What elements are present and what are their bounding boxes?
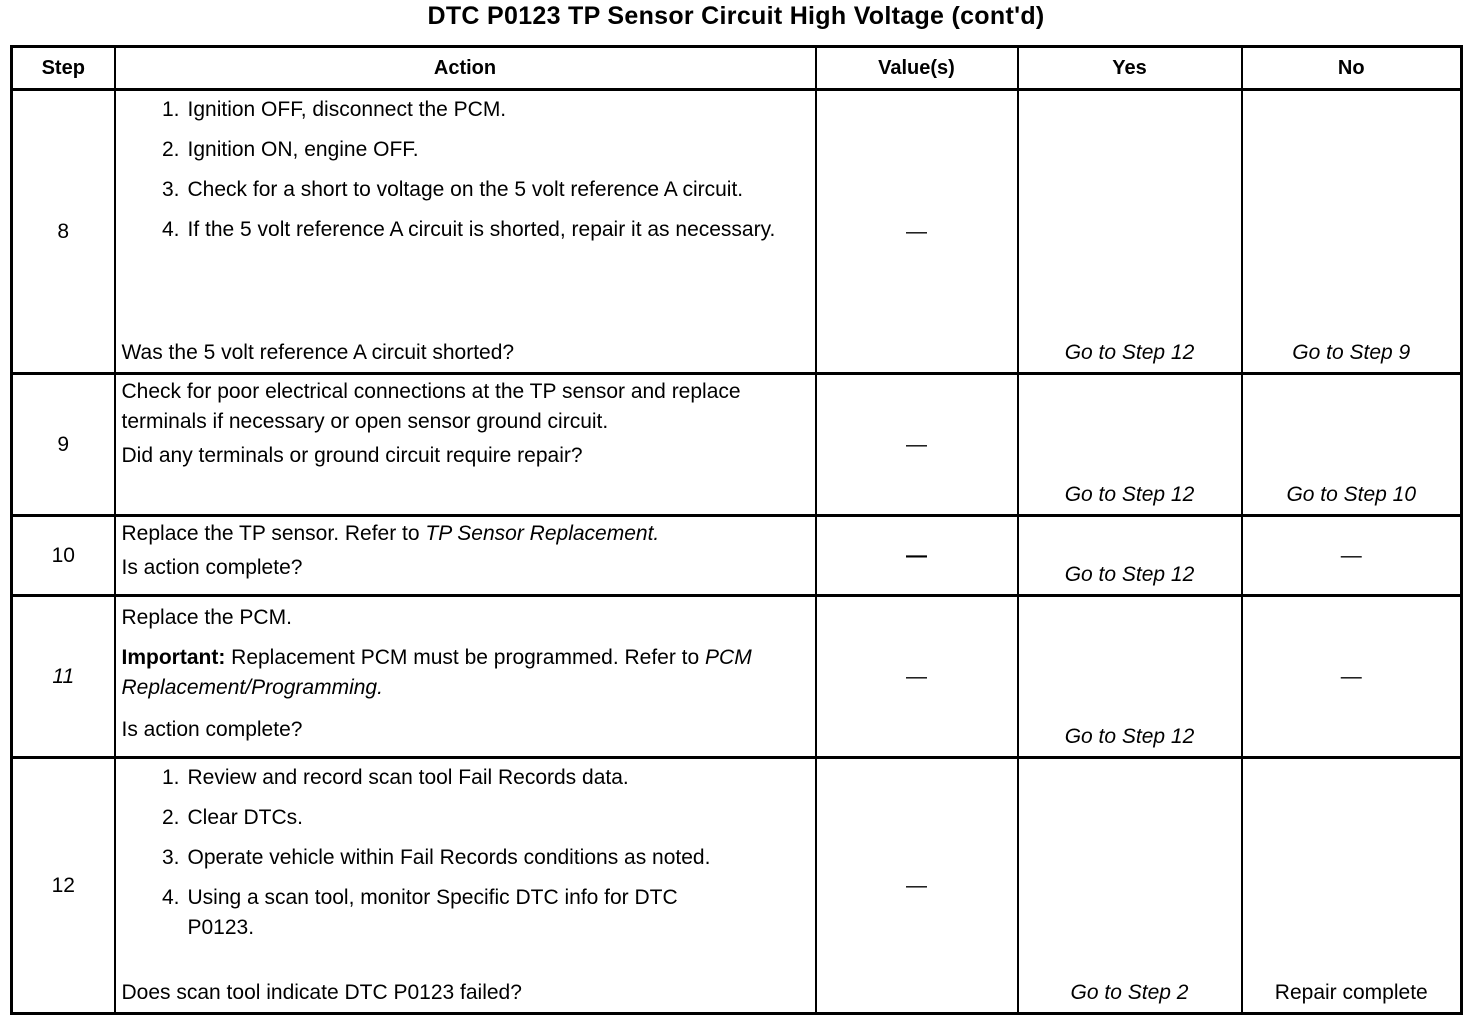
list-item <box>122 843 807 873</box>
list-text: Clear DTCs. <box>187 806 304 829</box>
table-row <box>12 758 1462 1014</box>
action-cell <box>115 90 816 374</box>
no-cell: — <box>1242 596 1462 758</box>
list-number: 1. <box>161 98 180 121</box>
step-number: 10 <box>12 516 115 596</box>
no-cell: Repair complete <box>1242 758 1462 1014</box>
value-cell: — <box>816 516 1018 596</box>
yes-cell: Go to Step 2 <box>1018 758 1242 1014</box>
list-text: Ignition OFF, disconnect the PCM. <box>187 98 507 121</box>
list-text: If the 5 volt reference A circuit is shorted, repair it as necessary. <box>187 218 776 241</box>
page-title: DTC P0123 TP Sensor Circuit High Voltage (cont'd) <box>427 2 1045 30</box>
step-question: Is action complete? <box>121 718 303 741</box>
list-text: Using a scan tool, monitor Specific DTC info for DTC P0123. <box>187 886 678 939</box>
yes-cell: Go to Step 12 <box>1018 596 1242 758</box>
no-cell: Go to Step 9 <box>1242 90 1462 374</box>
step-question: Is action complete? <box>121 556 303 579</box>
no-cell: — <box>1242 516 1462 596</box>
important-text: Replacement PCM must be programmed. Refer to <box>225 646 706 669</box>
value-cell: — <box>816 758 1018 1014</box>
action-list <box>122 95 807 245</box>
list-text: Check for a short to voltage on the 5 volt reference A circuit. <box>187 178 744 201</box>
list-number: 2. <box>161 806 180 829</box>
list-text: Operate vehicle within Fail Records conditions as noted. <box>187 846 711 869</box>
table-row <box>12 516 1462 596</box>
step-number: 11 <box>12 596 115 758</box>
reference-link[interactable]: PCM Replacement/Programming. <box>121 646 752 699</box>
list-number: 4. <box>161 218 180 241</box>
value-cell: — <box>816 374 1018 516</box>
list-number: 3. <box>161 178 180 201</box>
list-item <box>122 175 807 205</box>
action-text <box>122 519 807 549</box>
no-cell: Go to Step 10 <box>1242 374 1462 516</box>
value-cell: — <box>816 90 1018 374</box>
step-number: 12 <box>12 758 115 1014</box>
table-row <box>12 374 1462 516</box>
list-number: 2. <box>161 138 180 161</box>
list-item <box>122 803 807 833</box>
header-row <box>12 47 1462 90</box>
important-label: Important: <box>121 646 226 669</box>
table-row <box>12 596 1462 758</box>
list-item <box>122 215 807 245</box>
yes-cell: Go to Step 12 <box>1018 516 1242 596</box>
list-number: 3. <box>161 846 180 869</box>
action-cell <box>115 596 816 758</box>
yes-cell: Go to Step 12 <box>1018 374 1242 516</box>
header-no: No <box>1242 47 1462 90</box>
action-text-prefix: Replace the TP sensor. Refer to <box>121 522 426 545</box>
action-text: Replace the PCM. <box>121 606 292 629</box>
list-item <box>122 883 807 943</box>
yes-cell: Go to Step 12 <box>1018 90 1242 374</box>
table-row <box>12 90 1462 374</box>
action-cell <box>115 758 816 1014</box>
step-question: Does scan tool indicate DTC P0123 failed? <box>121 981 522 1004</box>
diagnostic-table <box>10 45 1463 1015</box>
list-text: Ignition ON, engine OFF. <box>187 138 419 161</box>
list-number: 4. <box>161 886 180 909</box>
list-text: Review and record scan tool Fail Records data. <box>187 766 629 789</box>
action-text: Check for poor electrical connections at the TP sensor and replace terminals if necessary or open sensor ground circuit. <box>121 380 741 433</box>
step-number: 9 <box>12 374 115 516</box>
header-yes: Yes <box>1018 47 1242 90</box>
action-list <box>122 763 807 943</box>
list-item <box>122 135 807 165</box>
value-cell: — <box>816 596 1018 758</box>
action-cell <box>115 374 816 516</box>
important-note <box>122 643 807 703</box>
step-number: 8 <box>12 90 115 374</box>
header-values: Value(s) <box>816 47 1018 90</box>
step-question: Did any terminals or ground circuit require repair? <box>121 444 583 467</box>
action-cell <box>115 516 816 596</box>
header-step: Step <box>12 47 115 90</box>
header-action: Action <box>115 47 816 90</box>
list-item <box>122 763 807 793</box>
step-question: Was the 5 volt reference A circuit shorted? <box>121 341 515 364</box>
reference-link[interactable]: TP Sensor Replacement. <box>425 522 660 545</box>
list-item <box>122 95 807 125</box>
list-number: 1. <box>161 766 180 789</box>
